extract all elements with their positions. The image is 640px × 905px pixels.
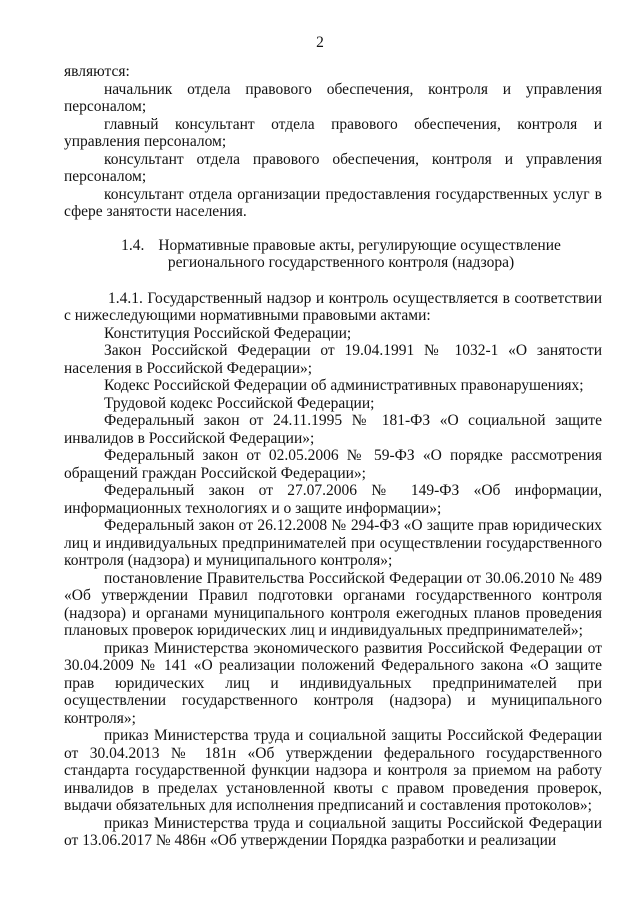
paragraph: приказ Министерства труда и социальной защиты Российской Федерации от 30.04.2013 № 181н «Об утверждении федерального государственного стандарта государственной функции надзора и контроля за приемом на работу инвалидов в пределах установленной квоты с правом проведения проверок, выдачи обязательных для исполнения предписаний и составления протоколов»; <box>64 727 602 814</box>
document-body <box>64 63 602 850</box>
section-title-line-1: Нормативные правовые акты, регулирующие осуществление <box>158 236 561 254</box>
paragraph: Конституция Российской Федерации; <box>104 324 352 342</box>
section-number: 1.4. <box>121 236 145 254</box>
paragraph: приказ Министерства экономического развития Российской Федерации от 30.04.2009 № 141 «О реализации положений Федерального закона «О защите прав юридических лиц и индивидуальных предпринимателей при осуществлении государственного контроля (надзора) и муниципального контроля»; <box>64 639 602 727</box>
paragraph: Федеральный закон от 27.07.2006 № 149-ФЗ «Об информации, информационных технологиях и о защите информации»; <box>64 482 602 517</box>
paragraph: Федеральный закон от 26.12.2008 № 294-ФЗ «О защите прав юридических лиц и индивидуальных предпринимателей при осуществлении государственного контроля (надзора) и муниципального контроля»; <box>64 517 602 569</box>
paragraph: Трудовой кодекс Российской Федерации; <box>104 394 375 412</box>
paragraph: главный консультант отдела правового обеспечения, контроля и управления персоналом; <box>64 115 602 150</box>
page-number: 2 <box>316 34 324 51</box>
paragraph: Кодекс Российской Федерации об административных правонарушениях; <box>104 377 584 394</box>
paragraph: Федеральный закон от 02.05.2006 № 59-ФЗ «О порядке рассмотрения обращений граждан Российской Федерации»; <box>64 447 602 482</box>
paragraph: Закон Российской Федерации от 19.04.1991 № 1032-1 «О занятости населения в Российской Федерации»; <box>64 342 602 377</box>
section-heading <box>64 237 602 272</box>
paragraph: приказ Министерства труда и социальной защиты Российской Федерации от 13.06.2017 № 486н «Об утверждении Порядка разработки и реализации <box>64 814 602 849</box>
paragraph: 1.4.1. Государственный надзор и контроль осуществляется в соответствии с нижеследующими нормативными правовыми актами: <box>64 289 602 324</box>
paragraph: Федеральный закон от 24.11.1995 № 181-ФЗ «О социальной защите инвалидов в Российской Федерации»; <box>64 412 602 447</box>
paragraph: постановление Правительства Российской Федерации от 30.06.2010 № 489 «Об утверждении Правил подготовки органами государственного контроля (надзора) и органами муниципального контроля ежегодных планов проведения плановых проверок юридических лиц и индивидуальных предпринимателей»; <box>64 569 602 639</box>
paragraph: консультант отдела организации предоставления государственных услуг в сфере занятости населения. <box>64 185 602 220</box>
paragraph: являются: <box>64 63 130 80</box>
section-title-line-2: регионального государственного контроля (надзора) <box>167 254 515 271</box>
paragraph: начальник отдела правового обеспечения, контроля и управления персоналом; <box>64 80 602 115</box>
paragraph: консультант отдела правового обеспечения, контроля и управления персоналом; <box>64 150 602 185</box>
section-heading-line-1 <box>80 237 602 255</box>
